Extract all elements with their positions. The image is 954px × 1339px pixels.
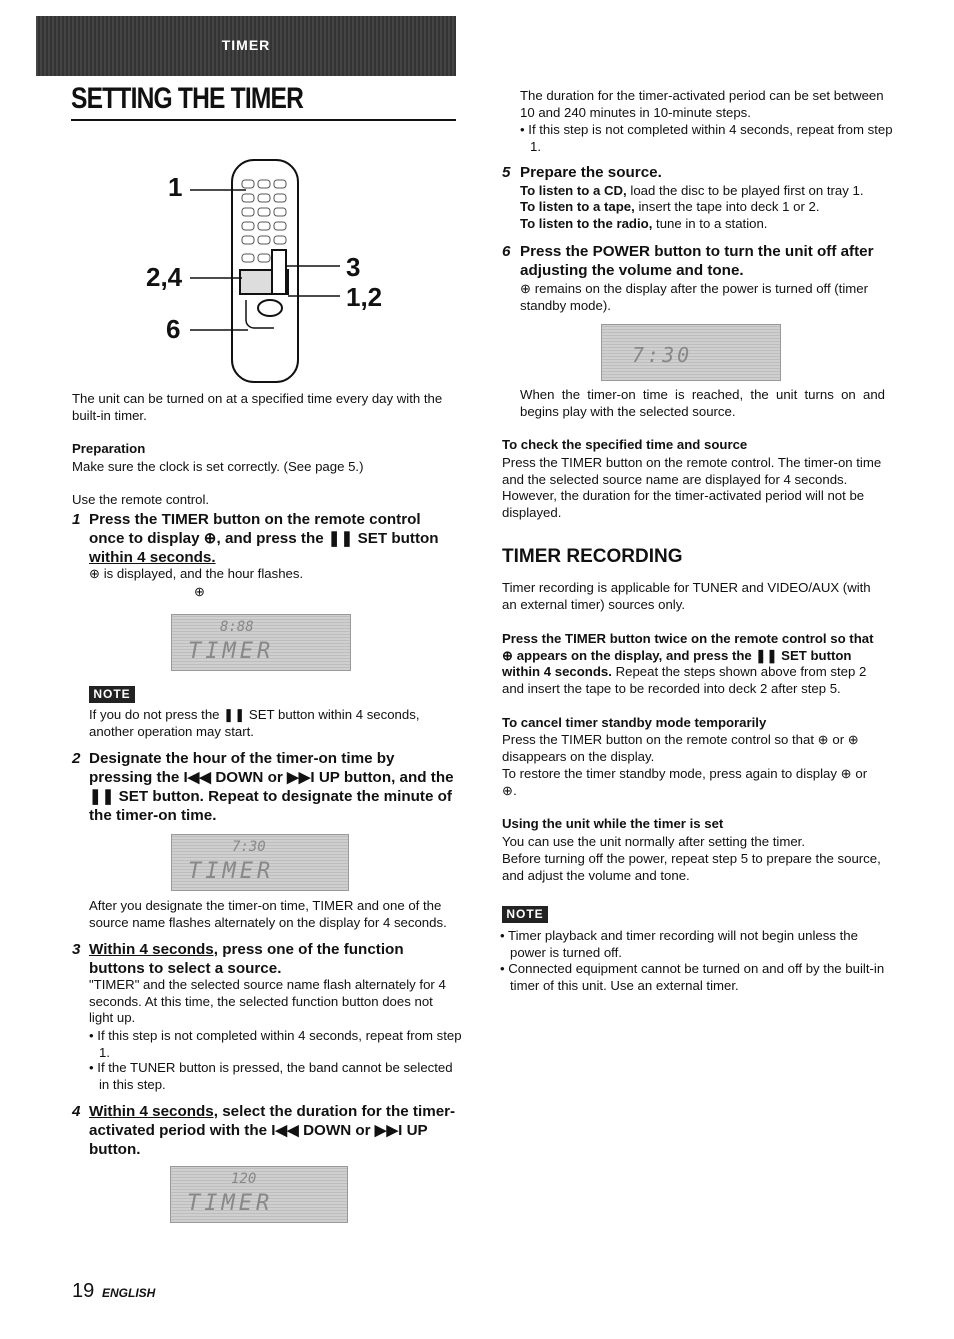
page-title: SETTING THE TIMER xyxy=(71,82,304,115)
recording-heading: TIMER RECORDING xyxy=(502,546,683,567)
cancel-line1 xyxy=(502,732,885,765)
intro-text: The unit can be turned on at a specified time every day with the built-in timer. xyxy=(72,391,443,423)
cancel-line2 xyxy=(502,766,885,799)
lcd-display-6 xyxy=(601,324,781,381)
step3-text: press one of the function buttons to select a source. xyxy=(89,941,404,977)
check-heading: To check the specified time and source xyxy=(502,437,748,452)
lcd1-digits: 8:88 xyxy=(220,619,254,635)
using-text2: Before turning off the power, repeat step 5 to prepare the source, and adjust the volume and tone. xyxy=(502,851,881,883)
step2-heading xyxy=(72,749,456,825)
step5-line1-text: load the disc to be played first on tray 1. xyxy=(626,183,864,198)
page-number: 19 xyxy=(72,1280,95,1302)
rec-timer-icon: ⊕ xyxy=(502,647,514,663)
using-text1: You can use the unit normally after setting the timer. xyxy=(502,834,805,849)
step6-title: Press the POWER button to turn the unit off after adjusting the volume and tone. xyxy=(520,243,874,279)
lcd-mark: ⊕ xyxy=(194,584,205,599)
step5-line3 xyxy=(520,216,886,233)
recording-text: Timer recording is applicable for TUNER and VIDEO/AUX (with an external timer) sources only. xyxy=(502,580,871,612)
cancel-heading: To cancel timer standby mode temporarily xyxy=(502,715,767,730)
step1-sub: ⊕ is displayed, and the hour flashes. xyxy=(89,566,304,581)
remote-control-icon xyxy=(160,150,400,390)
note2-bullet2: • Connected equipment cannot be turned on and off by the built-in timer of this unit. Use an external timer. xyxy=(500,961,885,993)
callout-1-2: 1,2 xyxy=(346,282,383,312)
step1-underlined: within 4 seconds. xyxy=(89,549,216,566)
callout-1: 1 xyxy=(168,172,183,202)
banner-label: TIMER xyxy=(221,37,271,53)
step6-heading xyxy=(502,242,886,280)
title-rule xyxy=(71,119,456,121)
preparation-text: Make sure the clock is set correctly. (See page 5.) xyxy=(72,459,364,474)
lcd1-text: TIMER xyxy=(188,639,275,664)
use-remote-text: Use the remote control. xyxy=(72,492,210,507)
lcd2-text: TIMER xyxy=(188,859,275,884)
step5-line2-bold: To listen to a tape, xyxy=(520,199,635,214)
step5-number: 5 xyxy=(502,164,511,181)
cancel-t2: To restore the timer standby mode, press again to display ⊕ or xyxy=(502,766,868,781)
step6-text: ⊕ remains on the display after the power is turned off (timer standby mode). xyxy=(520,281,868,313)
note1-text: If you do not press the ❚❚ SET button within 4 seconds, another operation may start. xyxy=(89,707,420,739)
note-badge-1: NOTE xyxy=(89,686,135,703)
lcd-display-2 xyxy=(171,834,349,891)
step4-text: select the duration for the timer-activated period with the I◀◀ DOWN or ▶▶I UP button. xyxy=(89,1103,456,1158)
callout-2-4: 2,4 xyxy=(146,262,183,292)
step3-underlined: Within 4 seconds, xyxy=(89,941,218,958)
callout-6: 6 xyxy=(166,314,181,344)
recording-bold-a: Press the TIMER button twice on the remote control so that xyxy=(502,631,874,646)
step1-heading xyxy=(72,510,456,567)
recording-instruction xyxy=(502,631,885,697)
rec-timer-icon: ⊕ xyxy=(847,732,859,747)
step3-bullet1: • If this step is not completed within 4 seconds, repeat from step 1. xyxy=(89,1028,462,1060)
lcd-display-4 xyxy=(170,1166,348,1223)
note2-bullet1: • Timer playback and timer recording will not begin unless the power is turned off. xyxy=(500,928,858,960)
step3-bullet2: • If the TUNER button is pressed, the band cannot be selected in this step. xyxy=(89,1060,453,1092)
preparation-heading: Preparation xyxy=(72,441,146,456)
step4-number: 4 xyxy=(72,1103,81,1120)
step4-heading xyxy=(72,1102,456,1159)
lcd-display-1 xyxy=(171,614,351,671)
step2-number: 2 xyxy=(72,750,81,767)
rec-timer-icon: ⊕ xyxy=(502,782,514,798)
duration-bullet: • If this step is not completed within 4 seconds, repeat from step 1. xyxy=(520,122,893,154)
step6-number: 6 xyxy=(502,243,511,260)
step3-number: 3 xyxy=(72,941,81,958)
step5-line3-bold: To listen to the radio, xyxy=(520,216,653,231)
step5-line3-text: tune in to a station. xyxy=(652,216,768,231)
callout-3: 3 xyxy=(346,252,361,282)
step3-p1: "TIMER" and the selected source name flash alternately for 4 seconds. At this time, the selected function button does not light up. xyxy=(89,977,446,1026)
using-heading: Using the unit while the timer is set xyxy=(502,816,724,831)
lcd6-text: 7:30 xyxy=(632,343,693,367)
remote-illustration xyxy=(160,150,400,390)
lcd4-digits: 120 xyxy=(231,1171,257,1187)
cancel-t1: Press the TIMER button on the remote control so that ⊕ or xyxy=(502,732,848,747)
step5-line1-bold: To listen to a CD, xyxy=(520,183,627,198)
step4-underlined: Within 4 seconds, xyxy=(89,1103,218,1120)
lcd2-digits: 7:30 xyxy=(232,839,266,855)
cancel-t1b: disappears on the display. xyxy=(502,748,655,764)
step5-heading xyxy=(502,163,886,182)
note-badge-2: NOTE xyxy=(502,906,548,923)
step3-heading xyxy=(72,940,456,978)
duration-text: The duration for the timer-activated period can be set between 10 and 240 minutes in 10-minute steps. xyxy=(520,88,884,120)
recording-bold-b: appears on the display, and press the ❚❚ SET button within 4 seconds. xyxy=(502,647,852,680)
step5-line2-text: insert the tape into deck 1 or 2. xyxy=(634,199,820,214)
step5-title: Prepare the source. xyxy=(520,164,662,181)
check-text: Press the TIMER button on the remote control. The timer-on time and the selected source name are displayed for 4 seconds. However, the duration for the timer-activated period will not be displayed. xyxy=(502,455,882,520)
step6-after: When the timer-on time is reached, the unit turns on and begins play with the selected source. xyxy=(520,387,885,419)
lcd4-text: TIMER xyxy=(187,1191,274,1216)
step1-number: 1 xyxy=(72,511,81,528)
step5-line2 xyxy=(520,199,886,216)
step1-text: Press the TIMER button on the remote control once to display ⊕, and press the ❚❚ SET button xyxy=(89,511,439,547)
step2-after: After you designate the timer-on time, TIMER and one of the source name flashes alternately on the display for 4 seconds. xyxy=(89,898,447,930)
step2-text: Designate the hour of the timer-on time by pressing the I◀◀ DOWN or ▶▶I UP button, and the ❚❚ SET button. Repeat to designate the minute of the timer-on time. xyxy=(89,750,454,824)
cancel-t2b: . xyxy=(513,782,517,798)
language-label: ENGLISH xyxy=(102,1286,156,1300)
recording-rest: Repeat the steps shown above from step 2 and insert the tape to be recorded into deck 2 after step 5. xyxy=(502,664,867,696)
step5-line1 xyxy=(520,183,886,200)
